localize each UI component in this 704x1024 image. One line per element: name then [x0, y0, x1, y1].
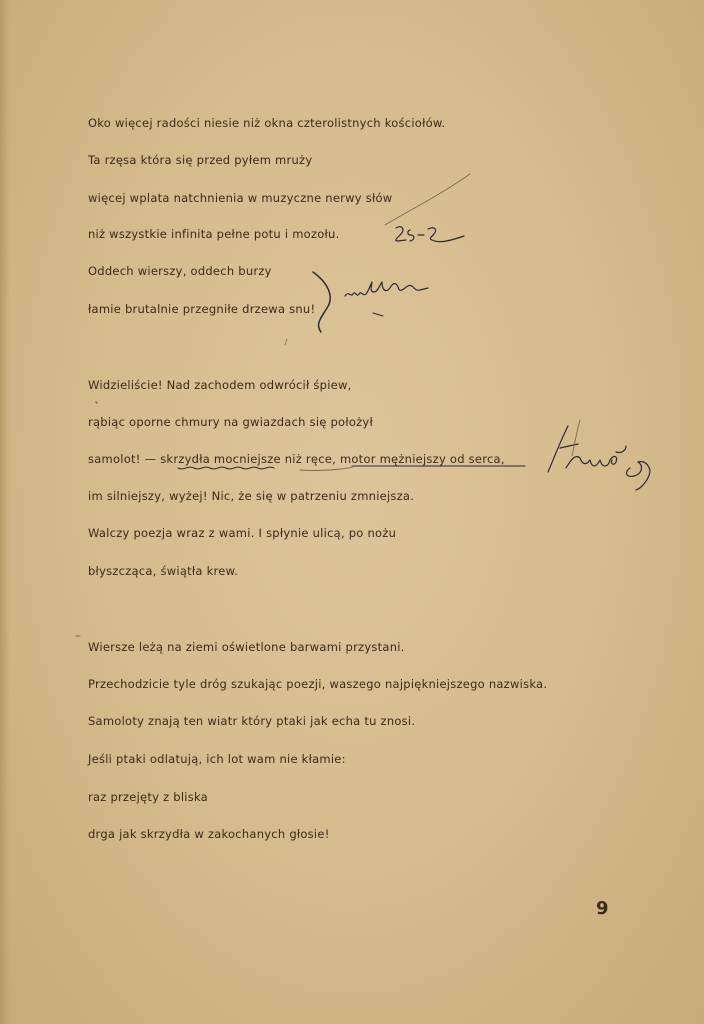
verse-line: niż wszystkie infinita pełne potu i mozołu.	[88, 227, 340, 241]
note-25r-glyph	[396, 227, 406, 241]
verse-line: im silniejszy, wyżej! Nic, że się w patrzeniu zmniejsza.	[88, 489, 415, 503]
verse-line: więcej wplata natchnienia w muzyczne nerwy słów	[88, 191, 393, 205]
verse-line: Walczy poezja wraz z wami. I spłynie ulicą, po nożu	[88, 526, 397, 540]
bracket-mark	[313, 272, 330, 332]
verse-line: samolot! — skrzydła mocniejsze niż ręce, motor mężniejszy od serca,	[88, 452, 505, 466]
verse-line: Jeśli ptaki odlatują, ich lot wam nie kłamie:	[88, 752, 346, 766]
page-number: 9	[596, 898, 609, 919]
verse-line: błyszcząca, świątła krew.	[88, 564, 239, 578]
verse-line: Wiersze leżą na ziemi oświetlone barwami przystani.	[88, 640, 405, 654]
verse-line: Ta rzęsa która się przed pyłem mruży	[88, 153, 313, 167]
wavy-underline	[178, 467, 274, 469]
verse-line: drga jak skrzydła w zakochanych głosie!	[88, 827, 330, 841]
verse-line: Przechodzicie tyle dróg szukając poezji, waszego najpiękniejszego nazwiska.	[88, 677, 548, 691]
pencil-stroke	[385, 174, 470, 225]
note-25r-tail	[428, 228, 464, 242]
verse-line: Oddech wierszy, oddech burzy	[88, 264, 272, 278]
verse-line: Widzieliście! Nad zachodem odwrócił śpiew,	[88, 378, 352, 392]
verse-line: rąbiąc oporne chmury na gwiazdach się położył	[88, 415, 374, 429]
verse-line: Samoloty znają ten wiatr który ptaki jak echa tu znosi.	[88, 714, 416, 728]
note-side-word	[548, 426, 650, 490]
note-metne	[345, 282, 428, 296]
verse-line: Oko więcej radości niesie niż okna czterolistnych kościołów.	[88, 116, 446, 130]
verse-line: raz przejęty z bliska	[88, 790, 208, 804]
verse-line: łamie brutalnie przegniłe drzewa snu!	[88, 302, 316, 316]
